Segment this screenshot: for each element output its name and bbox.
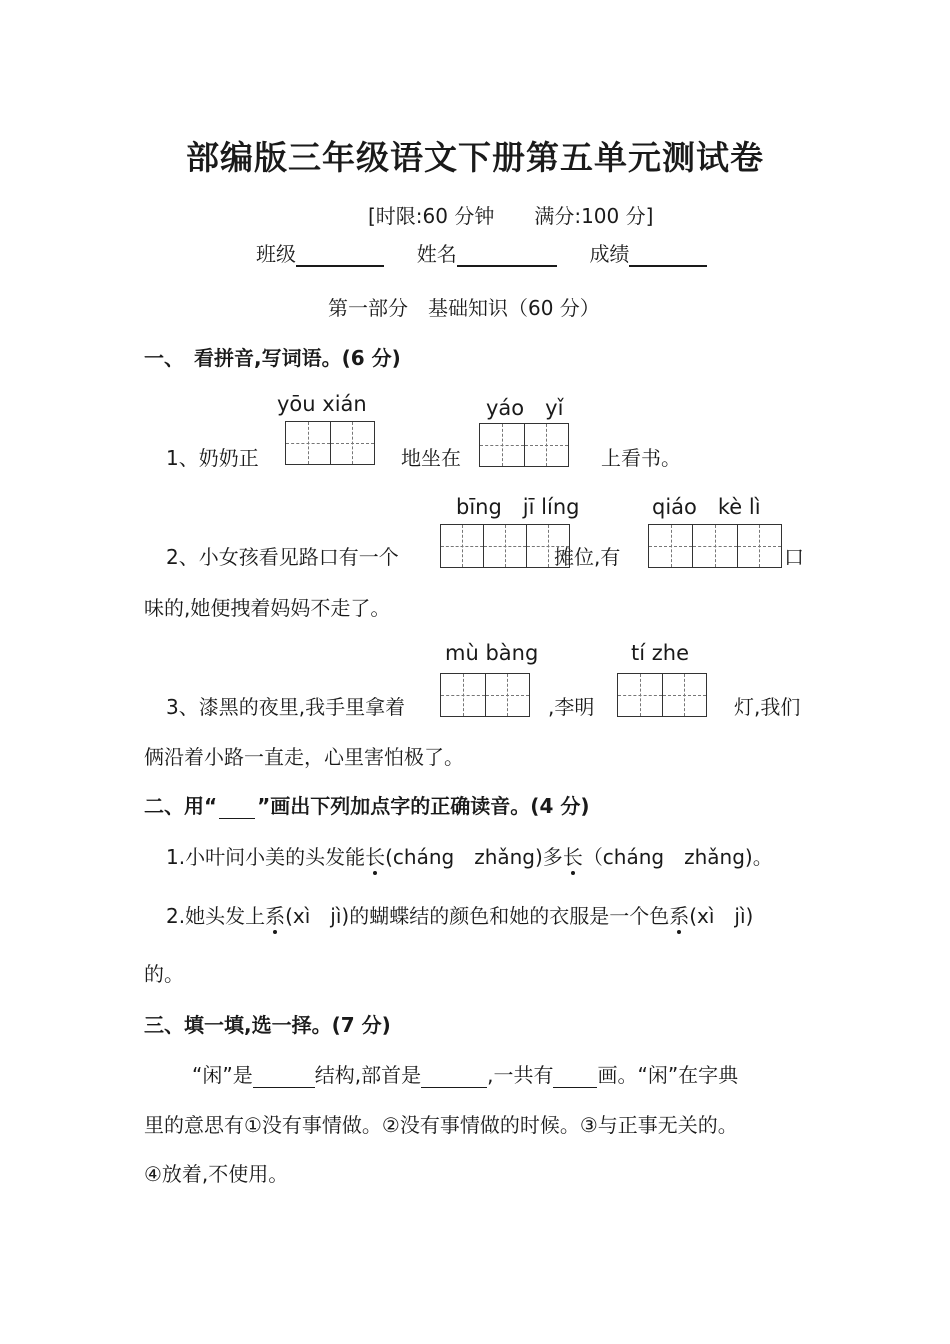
student-info-row [256,238,707,267]
blank-radical[interactable] [421,1065,487,1088]
name-label: 姓名 [416,242,457,266]
name-field[interactable] [457,241,557,267]
dotted-char: 长 [365,841,385,870]
item2-text-after: 口 [784,545,804,569]
dotted-char: 系 [265,900,285,929]
score-field[interactable] [629,241,707,267]
item1-text-after: 上看书。 [601,446,681,470]
q2-sentence-2-line2: 的。 [144,962,184,986]
writing-grid[interactable] [285,421,375,465]
pinyin-choice[interactable]: （cháng zhǎng)。 [582,845,773,869]
item1-text-mid: 地坐在 [401,446,461,470]
writing-grid[interactable] [479,423,569,467]
dotted-char: 系 [669,900,689,929]
item3-line2: 俩沿着小路一直走，心里害怕极了。 [144,745,464,769]
page-title: 部编版三年级语文下册第五单元测试卷 [186,138,764,177]
dotted-char: 长 [563,841,583,870]
class-field[interactable] [296,241,384,267]
pinyin-choice[interactable]: (cháng zhǎng)多 [385,845,563,869]
pinyin-2b: qiáo kè lì [652,495,761,519]
score-label: 成绩 [589,242,630,266]
part-title: 第一部分 基础知识（60 分） [328,296,600,320]
blank-structure[interactable] [253,1065,315,1088]
section-heading-1: 一、 看拼音,写词语。(6 分) [144,346,401,370]
pinyin-1a: yōu xián [277,392,367,416]
item1-text-before: 1、奶奶正 [166,446,259,470]
item3-text-after: 灯,我们 [734,695,801,719]
pinyin-3b: tí zhe [631,641,689,665]
pinyin-3a: mù bàng [445,641,539,665]
writing-grid[interactable] [440,673,530,717]
writing-grid[interactable] [648,524,782,568]
writing-grid[interactable] [617,673,707,717]
item3-text-before: 3、漆黑的夜里,我手里拿着 [166,695,406,719]
writing-grid[interactable] [440,524,570,568]
time-info: [时限:60 分钟 满分:100 分] [368,204,654,228]
item2-line2: 味的,她便拽着妈妈不走了。 [144,596,391,620]
item2-text-mid: 摊位,有 [554,545,621,569]
q2-sentence-1: 1.小叶问小美的头发能长(cháng zhǎng)多长（cháng zhǎng)。 [166,841,773,870]
q3-paragraph-2: 里的意思有①没有事情做。②没有事情做的时候。③与正事无关的。 [144,1113,738,1137]
pinyin-choice[interactable]: (xì jì) [689,904,754,928]
class-label: 班级 [256,242,296,266]
underline-sample [219,796,255,819]
q3-paragraph-1: “闲”是 结构,部首是 ,一共有 画。“闲”在字典 [192,1063,739,1087]
blank-strokes[interactable] [553,1065,597,1088]
pinyin-2a: bīng jī líng [456,495,580,519]
pinyin-choice[interactable]: (xì jì)的蝴蝶结的颜色和她的衣服是一个色 [285,904,670,928]
q3-paragraph-3: ④放着,不使用。 [144,1162,289,1186]
section-heading-2: 二、用“ ”画出下列加点字的正确读音。(4 分) [144,794,590,818]
section-heading-3: 三、填一填,选一择。(7 分) [144,1013,391,1037]
pinyin-1b: yáo yǐ [486,396,564,420]
item3-text-mid: ,李明 [548,695,595,719]
q2-sentence-2: 2.她头发上系(xì jì)的蝴蝶结的颜色和她的衣服是一个色系(xì jì) [166,900,753,929]
item2-text-before: 2、小女孩看见路口有一个 [166,545,399,569]
